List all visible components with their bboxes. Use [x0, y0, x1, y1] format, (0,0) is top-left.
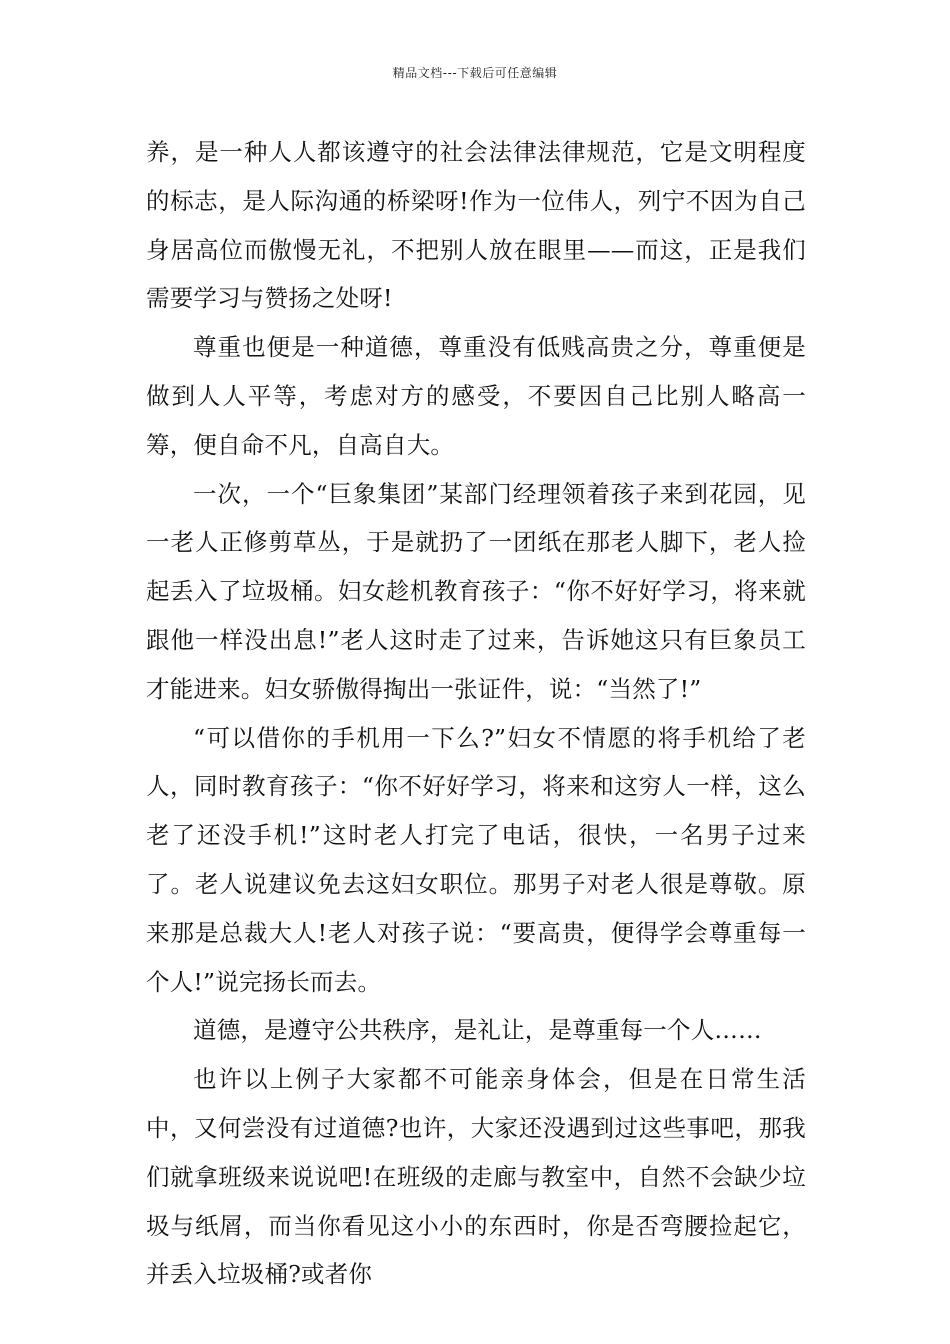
paragraph-continuation: 养，是一种人人都该遵守的社会法律法律规范，它是文明程度的标志，是人际沟通的桥梁呀!作为一位伟人，列宁不因为自己身居高位而傲慢无礼，不把别人放在眼里——而这，正是我们需要学习与赞扬之处呀!	[146, 138, 806, 313]
paragraph-morality-summary: 道德，是遵守公共秩序，是礼让，是尊重每一个人……	[193, 1016, 762, 1045]
paragraph-story-garden: 一次，一个“巨象集团”某部门经理领着孩子来到花园，见一老人正修剪草丛，于是就扔了一团纸在那老人脚下，老人捡起丢入了垃圾桶。妇女趁机教育孩子：“你不好好学习，将来就跟他一样没出息!”老人这时走了过来，告诉她这只有巨象员工才能进来。妇女骄傲得掏出一张证件，说：“当然了!”	[146, 479, 806, 703]
paragraph-story-phone: “可以借你的手机用一下么?”妇女不情愿的将手机给了老人，同时教育孩子：“你不好好学习，将来和这穷人一样，这么老了还没手机!”这时老人打完了电话，很快，一名男子过来了。老人说建议免去这妇女职位。那男子对老人很是尊敬。原来那是总裁大人!老人对孩子说：“要高贵，便得学会尊重每一个人!”说完扬长而去。	[146, 723, 806, 996]
document-body	[146, 128, 806, 1299]
paragraph-respect-morality: 尊重也便是一种道德，尊重没有低贱高贵之分，尊重便是做到人人平等，考虑对方的感受，不要因自己比别人略高一筹，便自命不凡，自高自大。	[146, 333, 806, 459]
page-header: 精品文档---下载后可任意编辑	[392, 66, 558, 80]
paragraph-daily-life: 也许以上例子大家都不可能亲身体会，但是在日常生活中，又何尝没有过道德?也许，大家还没遇到过这些事吧，那我们就拿班级来说说吧!在班级的走廊与教室中，自然不会缺少垃圾与纸屑，而当你看见这小小的东西时，你是否弯腰捡起它，并丢入垃圾桶?或者你	[146, 1065, 806, 1289]
